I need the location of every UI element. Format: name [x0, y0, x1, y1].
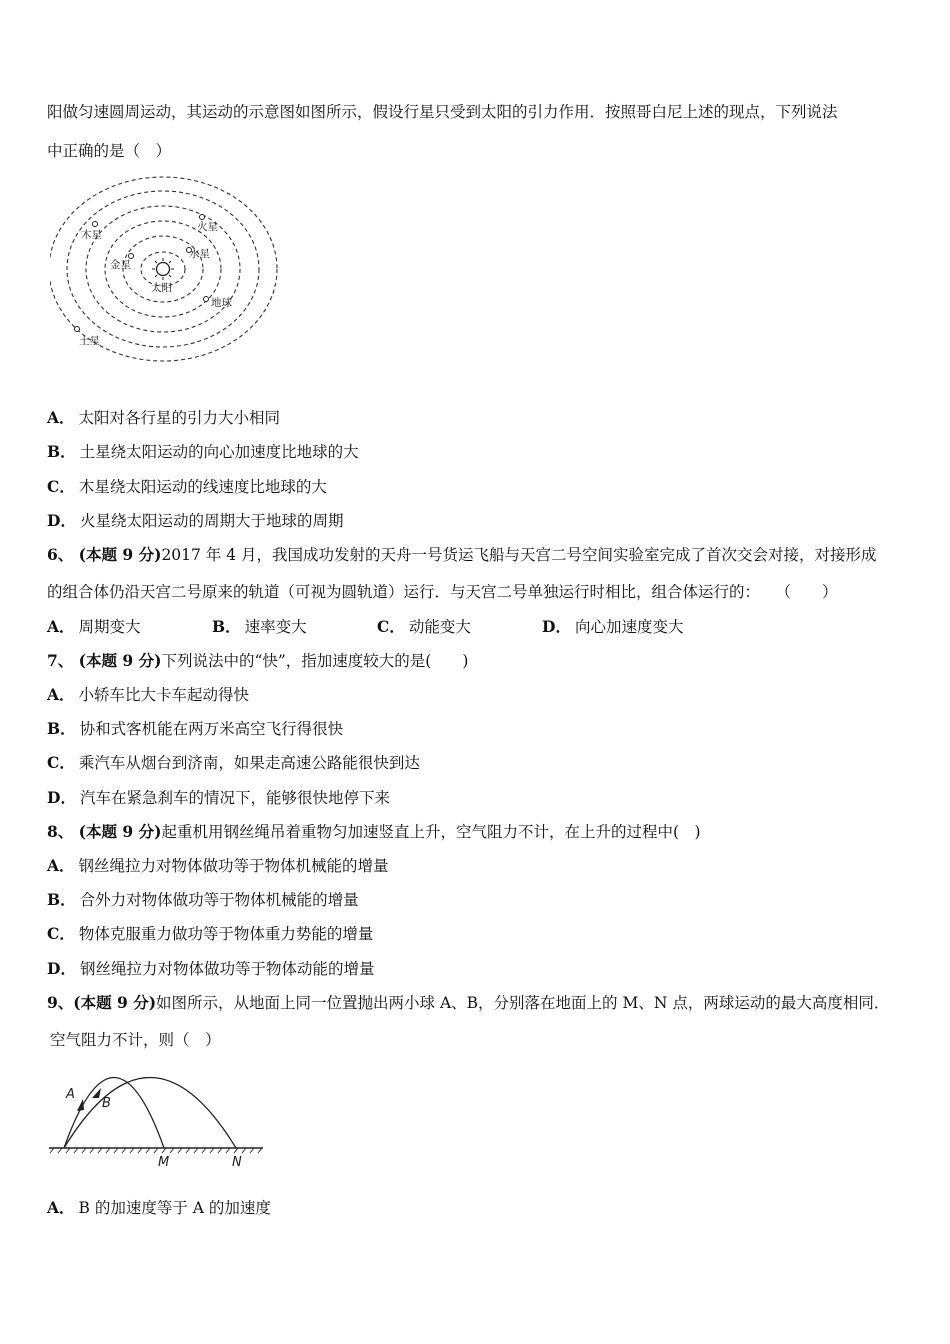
- q8-head: 8、 (本题 9 分): [47, 822, 162, 841]
- q6-option-d: [542, 615, 683, 637]
- option-label: B．: [47, 719, 76, 738]
- option-label: B．: [47, 442, 76, 461]
- q6-stem-line2: 的组合体仍沿天宫二号原来的轨道（可视为圆轨道）运行．与天宫二号单独运行时相比，组合体运行的： （ ）: [47, 583, 838, 601]
- q7-option-a: [47, 683, 249, 705]
- saturn-icon: [75, 327, 80, 332]
- q8-stem-text: 起重机用钢丝绳吊着重物匀加速竖直上升，空气阻力不计，在上升的过程中( ): [161, 823, 701, 841]
- projectile-figure: [46, 1062, 268, 1174]
- q9-option-a: [47, 1196, 271, 1218]
- label-b: B: [102, 1096, 111, 1111]
- option-label: A．: [47, 617, 75, 636]
- mars-icon: [200, 215, 205, 220]
- q8-stem: [47, 820, 701, 842]
- option-text: 钢丝绳拉力对物体做功等于物体动能的增量: [79, 960, 375, 978]
- option-text: 动能变大: [408, 618, 471, 636]
- option-label: D．: [47, 788, 76, 807]
- q7-stem: [47, 649, 468, 671]
- option-label: B．: [212, 617, 241, 636]
- q8-option-c: [47, 922, 373, 944]
- option-label: C．: [377, 617, 405, 636]
- label-m: M: [158, 1155, 170, 1170]
- option-text: 向心加速度变大: [574, 618, 684, 636]
- q8-option-a: [47, 854, 389, 876]
- option-text: 火星绕太阳运动的周期大于地球的周期: [79, 512, 344, 530]
- q7-head: 7、 (本题 9 分): [47, 651, 162, 670]
- option-label: A．: [47, 408, 75, 427]
- venus-icon: [129, 254, 134, 259]
- option-label: B．: [47, 890, 76, 909]
- option-label: C．: [47, 924, 75, 943]
- q6-option-c: [377, 615, 542, 637]
- q9-head: 9、(本题 9 分): [47, 993, 157, 1012]
- option-text: B 的加速度等于 A 的加速度: [78, 1199, 271, 1217]
- q6-option-a: [47, 615, 212, 637]
- venus-label: 金星: [110, 259, 131, 271]
- mars-label: 火星: [197, 221, 218, 233]
- q9-stem-line2: 空气阻力不计，则（ ）: [50, 1031, 221, 1049]
- saturn-label: 土星: [79, 335, 100, 347]
- label-n: N: [232, 1155, 242, 1170]
- option-label: D．: [542, 617, 571, 636]
- q5-option-d: [47, 509, 343, 531]
- q7-stem-text: 下列说法中的“快”，指加速度较大的是( ): [161, 652, 469, 670]
- mercury-label: 水星: [189, 248, 210, 260]
- q7-option-b: [47, 717, 343, 739]
- option-text: 土星绕太阳运动的向心加速度比地球的大: [79, 443, 359, 461]
- q6-options-row: [47, 615, 683, 637]
- jupiter-icon: [93, 222, 98, 227]
- option-label: C．: [47, 477, 75, 496]
- option-text: 小轿车比大卡车起动得快: [78, 686, 250, 704]
- q5-stem-line2: 中正确的是（ ）: [47, 142, 172, 160]
- option-label: A．: [47, 685, 75, 704]
- option-label: A．: [47, 856, 75, 875]
- option-text: 钢丝绳拉力对物体做功等于物体机械能的增量: [78, 857, 389, 875]
- option-text: 周期变大: [78, 618, 141, 636]
- q5-option-a: [47, 406, 280, 428]
- option-text: 乘汽车从烟台到济南，如果走高速公路能很快到达: [78, 754, 420, 772]
- arrow-a-icon: [77, 1099, 84, 1111]
- q6-head: 6、 (本题 9 分): [47, 545, 162, 564]
- option-text: 合外力对物体做功等于物体机械能的增量: [79, 891, 359, 909]
- option-text: 速率变大: [244, 618, 307, 636]
- option-text: 物体克服重力做功等于物体重力势能的增量: [78, 925, 374, 943]
- q5-option-c: [47, 475, 327, 497]
- q7-option-c: [47, 751, 420, 773]
- solar-system-figure: [50, 172, 280, 362]
- q7-option-d: [47, 786, 390, 808]
- option-label: D．: [47, 511, 76, 530]
- earth-label: 地球: [211, 297, 232, 309]
- option-label: A．: [47, 1198, 75, 1217]
- q5-option-b: [47, 440, 359, 462]
- sun-label: 太阳: [151, 282, 172, 294]
- label-a: A: [66, 1087, 75, 1102]
- option-text: 太阳对各行星的引力大小相同: [78, 409, 281, 427]
- option-text: 协和式客机能在两万米高空飞行得很快: [79, 720, 344, 738]
- q9-stem-text: 如图所示，从地面上同一位置抛出两小球 A、B，分别落在地面上的 M、N 点，两球运动的最大高度相同．: [156, 994, 890, 1012]
- q6-stem-line1: [47, 543, 877, 565]
- q6-option-b: [212, 615, 377, 637]
- trajectory-a: [64, 1078, 164, 1149]
- q6-stem-text: 2017 年 4 月，我国成功发射的天舟一号货运飞船与天宫二号空间实验室完成了首次交会对接，对接形成: [161, 546, 877, 564]
- sun-icon: [157, 263, 170, 276]
- earth-icon: [204, 297, 209, 302]
- q8-option-b: [47, 888, 359, 910]
- option-label: C．: [47, 753, 75, 772]
- option-text: 汽车在紧急刹车的情况下，能够很快地停下来: [79, 789, 390, 807]
- jupiter-label: 木星: [81, 229, 102, 241]
- option-text: 木星绕太阳运动的线速度比地球的大: [78, 478, 327, 496]
- q9-stem-line1: [47, 991, 889, 1013]
- q5-stem-line1: 阳做匀速圆周运动，其运动的示意图如图所示，假设行星只受到太阳的引力作用．按照哥白尼上述的现点，下列说法: [47, 103, 838, 121]
- option-label: D．: [47, 959, 76, 978]
- q8-option-d: [47, 957, 374, 979]
